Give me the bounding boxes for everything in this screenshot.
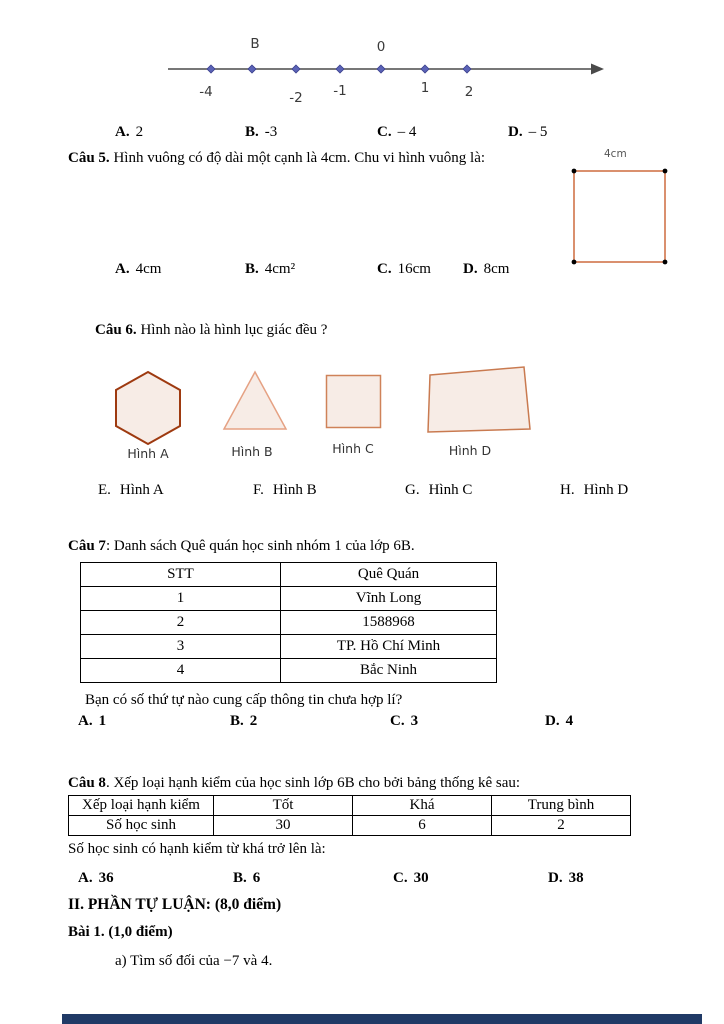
q6-options-row [0,482,724,502]
q4-option-d [508,124,547,141]
table-header-cell: STT [81,563,281,587]
q8-options-row [0,870,724,890]
option-text: Hình A [119,482,164,498]
option-text: Hình D [583,482,629,498]
quadrilateral-d-shape [427,366,532,434]
table-cell: 2 [492,816,631,836]
q6-option-h [560,482,628,499]
q8-label: Câu 8 [68,775,106,791]
q7-text: : Danh sách Quê quán học sinh nhóm 1 của lớp 6B. [105,538,415,554]
exercise1a-text: a) Tìm số đối của −7 và 4. [115,953,273,969]
q4-option-c [377,124,416,141]
option-letter: A. [115,124,130,140]
option-letter: B. [230,713,244,729]
option-text: 4cm² [264,261,296,277]
shape-label-d: Hình D [448,443,492,458]
option-letter: H. [560,482,575,498]
option-letter: B. [233,870,247,886]
option-text: 30 [413,870,429,886]
option-letter: C. [390,713,405,729]
option-text: 2 [135,124,144,140]
table-header-cell: Tốt [214,796,353,816]
number-line-axis [168,36,608,108]
table-cell: 1588968 [281,611,497,635]
q4-option-b [245,124,277,141]
table-cell: Bắc Ninh [281,659,497,683]
option-letter: C. [393,870,408,886]
square-c-shape [325,374,382,429]
q5-heading [68,150,548,167]
option-text: 36 [98,870,114,886]
number-line-point-label: B [250,36,260,52]
q8-text: . Xếp loại hạnh kiểm của học sinh lớp 6B cho bởi bảng thống kê sau: [105,775,521,791]
option-letter: A. [78,870,93,886]
table-cell: 4 [81,659,281,683]
q5-option-d [463,261,509,278]
triangle-shape [222,370,288,432]
option-letter: G. [405,482,420,498]
q6-text: Hình nào là hình lục giác đều ? [136,322,328,338]
section2-heading: II. PHẦN TỰ LUẬN: (8,0 điểm) [68,896,282,913]
option-text: – 5 [528,124,548,140]
hexagon-shape [112,370,184,446]
q4-options-row [0,124,724,144]
table-row [81,563,497,587]
square-side-label: 4cm [604,148,627,160]
table-row [81,659,497,683]
q7-table [80,562,497,683]
option-letter: D. [508,124,523,140]
table-header-cell: Trung bình [492,796,631,816]
q8-option-d [548,870,584,887]
option-letter: C. [377,124,392,140]
footer-bar [62,1014,702,1024]
option-letter: B. [245,124,259,140]
number-line-point-label: 0 [376,39,386,55]
q8-question-text: Số học sinh có hạnh kiểm từ khá trở lên là: [68,841,326,857]
q7-label: Câu 7 [68,538,106,554]
option-letter: F. [253,482,264,498]
q4-option-a [115,124,143,141]
number-line-tick-label: -1 [333,83,347,99]
number-line-tick-label: -4 [199,84,213,100]
q6-option-f [253,482,317,499]
q6-option-e [98,482,164,499]
option-letter: E. [98,482,111,498]
q7-option-b [230,713,257,730]
q8-heading [68,775,668,792]
option-text: 16cm [397,261,431,277]
q6-heading [95,322,595,339]
option-text: 6 [252,870,261,886]
option-letter: A. [115,261,130,277]
option-text: 38 [568,870,584,886]
shape-label-c: Hình C [332,441,374,456]
option-text: 4cm [135,261,162,277]
table-row [69,796,631,816]
q7-question-text: Bạn có số thứ tự nào cung cấp thông tin chưa hợp lí? [85,692,403,708]
number-line-figure [168,36,608,108]
table-cell: 2 [81,611,281,635]
q5-option-b [245,261,295,278]
number-line-tick-label: 2 [464,84,474,100]
option-text: 4 [565,713,574,729]
option-text: Hình C [428,482,473,498]
shape-label-b: Hình B [231,444,273,459]
option-letter: D. [548,870,563,886]
q5-square-figure [571,148,669,270]
table-cell: Số học sinh [69,816,214,836]
option-text: 1 [98,713,107,729]
q5-text: Hình vuông có độ dài một cạnh là 4cm. Chu vi hình vuông là: [109,150,486,166]
option-text: -3 [264,124,278,140]
q8-option-c [393,870,429,887]
q5-label: Câu 5. [68,150,110,166]
table-header-cell: Quê Quán [281,563,497,587]
q7-heading [68,538,628,555]
table-row [81,635,497,659]
option-letter: D. [545,713,560,729]
q8-option-b [233,870,260,887]
table-row [81,587,497,611]
number-line-tick-label: -2 [289,90,303,106]
q8-table [68,795,631,836]
table-header-cell: Khá [353,796,492,816]
option-letter: D. [463,261,478,277]
q5-options-row [0,261,724,281]
q7-option-a [78,713,106,730]
option-letter: A. [78,713,93,729]
table-row [69,816,631,836]
square-shape [571,167,669,267]
option-text: 3 [410,713,419,729]
q7-option-d [545,713,573,730]
option-letter: B. [245,261,259,277]
table-cell: TP. Hồ Chí Minh [281,635,497,659]
arrowhead-icon [591,64,604,75]
table-cell: 30 [214,816,353,836]
q7-options-row [0,713,724,733]
option-text: Hình B [272,482,317,498]
shape-label-a: Hình A [127,446,169,461]
table-cell: 3 [81,635,281,659]
option-text: 8cm [483,261,510,277]
table-cell: 1 [81,587,281,611]
q8-option-a [78,870,114,887]
option-letter: C. [377,261,392,277]
q7-option-c [390,713,418,730]
table-header-cell: Xếp loại hạnh kiểm [69,796,214,816]
q6-label: Câu 6. [95,322,137,338]
table-cell: 6 [353,816,492,836]
table-cell: Vĩnh Long [281,587,497,611]
option-text: 2 [249,713,258,729]
q5-option-c [377,261,431,278]
q6-option-g [405,482,472,499]
option-text: – 4 [397,124,417,140]
exercise1-heading: Bài 1. (1,0 điểm) [68,924,173,940]
number-line-tick-label: 1 [420,80,430,96]
table-row [81,611,497,635]
q5-option-a [115,261,161,278]
